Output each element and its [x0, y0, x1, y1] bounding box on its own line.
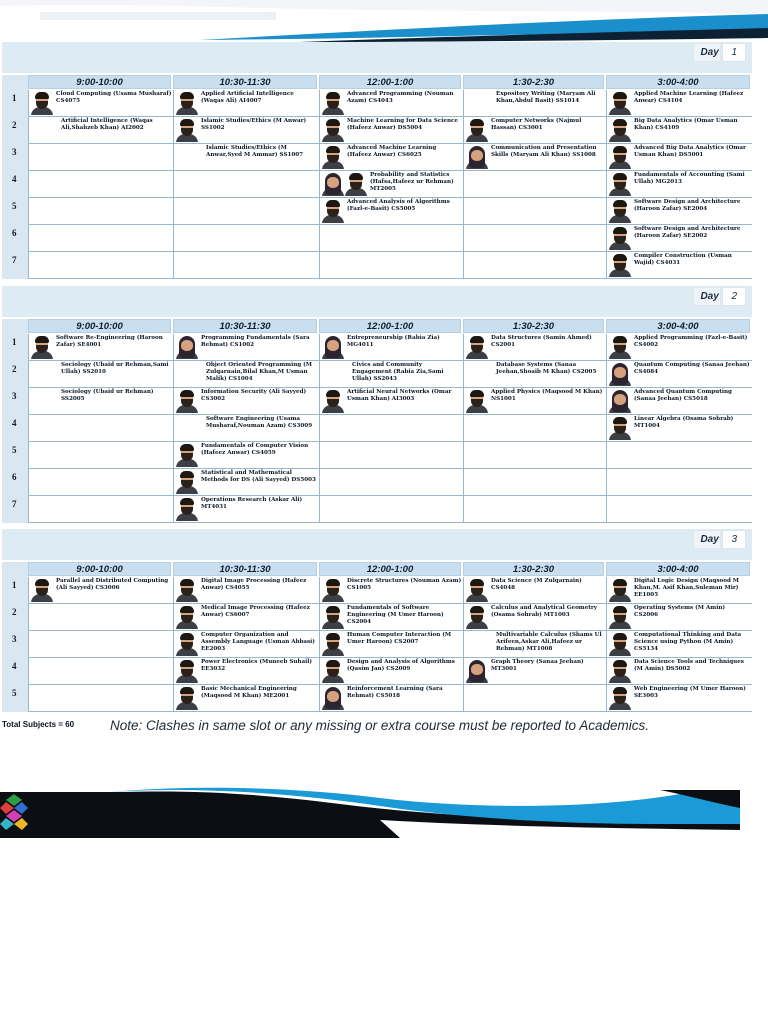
room-number: 3 [2, 631, 28, 658]
course-title: Artificial Intelligence (Waqas Ali,Shahzeb Khan) AI2002 [61, 118, 153, 131]
course-cell [173, 252, 319, 279]
course-title: Sociology (Ubaid ur Rehman,Sami Ullah) SS2010 [61, 362, 169, 375]
course-cell [173, 144, 319, 171]
course-cell [463, 117, 606, 144]
instructor-photo [176, 605, 198, 629]
room-number: 7 [2, 496, 28, 523]
course-cell [28, 469, 173, 496]
course-cell [319, 361, 463, 388]
timetable-row [2, 658, 752, 685]
course-title: Fundamentals of Software Engineering (M Umer Haroon) CS2004 [347, 605, 444, 625]
course-title: Computer Networks (Najmul Hassan) CS3001 [491, 118, 582, 131]
instructor-photo [322, 659, 344, 683]
instructor-photo [322, 578, 344, 602]
course-cell [173, 415, 319, 442]
course-cell [463, 388, 606, 415]
course-cell [606, 442, 752, 469]
course-cell [319, 252, 463, 279]
course-cell [28, 577, 173, 604]
time-slot-header: 1:30-2:30 [463, 562, 604, 576]
course-cell [606, 252, 752, 279]
time-slot-header-row [2, 319, 752, 334]
instructor-photo [322, 118, 344, 142]
course-title: Multivariable Calculus (Shams Ul Arifeen,Askar Ali,Hafeez ur Rehman) MT1008 [496, 632, 602, 652]
course-cell [606, 117, 752, 144]
time-slot-header-row [2, 75, 752, 90]
course-cell [463, 469, 606, 496]
course-title: Artificial Neural Networks (Omar Usman Khan) AI3003 [347, 389, 452, 402]
course-cell [606, 225, 752, 252]
day-word: Day [693, 43, 721, 62]
course-cell [28, 496, 173, 523]
instructor-photo [322, 91, 344, 115]
room-number: 7 [2, 252, 28, 279]
day-word: Day [693, 530, 721, 549]
time-slot-header: 9:00-10:00 [28, 75, 171, 89]
timetable-row [2, 469, 752, 496]
course-title: Database Systems (Sanaa Jeehan,Shoaib M Khan) CS2005 [496, 362, 597, 375]
course-cell [319, 469, 463, 496]
course-cell [606, 469, 752, 496]
instructor-photo [31, 91, 53, 115]
instructor-photo [176, 659, 198, 683]
course-title: Operating Systems (M Amin) CS2006 [634, 605, 726, 618]
course-title: Advanced Programming (Nouman Azam) CS4043 [347, 91, 454, 104]
room-number: 5 [2, 198, 28, 225]
course-title: Islamic Studies/Ethics (M Anwar,Syed M Ammar) SS1007 [206, 145, 304, 158]
course-title: Medical Image Processing (Hafeez Anwar) CS6007 [201, 605, 310, 618]
timetable-row [2, 334, 752, 361]
course-cell [319, 334, 463, 361]
course-title: Applied Programming (Fazl-e-Basit) CS4002 [634, 335, 748, 348]
time-slot-header: 10:30-11:30 [173, 562, 317, 576]
instructor-photo [322, 686, 344, 710]
course-cell [319, 442, 463, 469]
course-title: Data Science Tools and Techniques (M Amin) DS5002 [634, 659, 744, 672]
course-title: Advanced Machine Learning (Hafeez Anwar) CS6025 [347, 145, 437, 158]
timetable-row [2, 171, 752, 198]
course-cell [463, 144, 606, 171]
course-cell [28, 117, 173, 144]
timetable-row [2, 144, 752, 171]
course-cell [606, 388, 752, 415]
timetable-row [2, 577, 752, 604]
course-title: Computational Thinking and Data Science using Python (M Amin) CS5134 [634, 632, 742, 652]
instructor-photo [322, 389, 344, 413]
course-cell [28, 658, 173, 685]
course-title: Digital Logic Design (Maqsood M Khan,M. Asif Khan,Suleman Mir) EE1005 [634, 578, 739, 598]
course-cell [173, 442, 319, 469]
instructor-photo [609, 362, 631, 386]
day-word: Day [693, 287, 721, 306]
course-cell [173, 171, 319, 198]
timetable-row [2, 415, 752, 442]
room-number: 4 [2, 415, 28, 442]
time-slot-header: 3:00-4:00 [606, 319, 750, 333]
instructor-photo [609, 335, 631, 359]
course-cell [463, 198, 606, 225]
course-cell [463, 252, 606, 279]
course-cell [463, 361, 606, 388]
instructor-photo [176, 470, 198, 494]
instructor-photo [609, 686, 631, 710]
room-number: 1 [2, 334, 28, 361]
course-cell [606, 604, 752, 631]
course-title: Statistical and Mathematical Methods for DS (Ali Sayyed) DS5003 [201, 470, 316, 483]
timetable-row [2, 442, 752, 469]
course-cell [463, 685, 606, 712]
course-cell [606, 685, 752, 712]
course-cell [28, 334, 173, 361]
course-title: Quantum Computing (Sanaa Jeehan) CS4084 [634, 362, 750, 375]
instructor-photo [609, 226, 631, 250]
course-cell [463, 604, 606, 631]
course-cell [173, 388, 319, 415]
instructor-photo [466, 335, 488, 359]
course-title: Big Data Analytics (Omar Usman Khan) CS4109 [634, 118, 738, 131]
instructor-photo [609, 199, 631, 223]
instructor-photo [176, 118, 198, 142]
course-title: Islamic Studies/Ethics (M Anwar) SS1002 [201, 118, 307, 131]
time-slot-header: 9:00-10:00 [28, 562, 171, 576]
course-cell [319, 171, 463, 198]
course-title: Applied Artificial Intelligence (Waqas Ali) AI4007 [201, 91, 294, 104]
course-title: Applied Machine Learning (Hafeez Anwar) CS4104 [634, 91, 744, 104]
course-title: Software Design and Architecture (Haroon Zafar) SE2002 [634, 226, 741, 239]
course-title: Data Structures (Samin Ahmed) CS2001 [491, 335, 592, 348]
course-cell [173, 469, 319, 496]
course-title: Compiler Construction (Usman Wajid) CS4031 [634, 253, 732, 266]
course-cell [463, 658, 606, 685]
instructor-photo [176, 578, 198, 602]
course-cell [606, 90, 752, 117]
course-title: Object Oriented Programming (M Zulqarnain,Bilal Khan,M Usman Malik) CS1004 [206, 362, 312, 382]
instructor-photo [31, 335, 53, 359]
row-gutter [2, 75, 28, 90]
course-cell [319, 198, 463, 225]
course-title: Linear Algebra (Osama Sohrab) MT1004 [634, 416, 734, 429]
instructor-photo [609, 91, 631, 115]
course-title: Digital Image Processing (Hafeez Anwar) CS4055 [201, 578, 307, 591]
course-cell [606, 415, 752, 442]
course-cell [28, 252, 173, 279]
timetable-row [2, 496, 752, 523]
course-cell [319, 388, 463, 415]
instructor-photo [322, 199, 344, 223]
course-title: Human Computer Interaction (M Umer Haroon) CS2007 [347, 632, 452, 645]
course-title: Basic Mechanical Engineering (Maqsood M Khan) ME2001 [201, 686, 297, 699]
timetable-row [2, 198, 752, 225]
course-cell [463, 442, 606, 469]
day-label [693, 530, 746, 549]
course-title: Computer Organization and Assembly Language (Usman Abbasi) EE2003 [201, 632, 315, 652]
instructor-photo [322, 335, 344, 359]
course-title: Reinforcement Learning (Sara Rehmat) CS5018 [347, 686, 443, 699]
room-number: 2 [2, 361, 28, 388]
course-title: Expository Writing (Maryam Ali Khan,Abdul Basit) SS1014 [496, 91, 596, 104]
room-number: 2 [2, 117, 28, 144]
instructor-photo [466, 659, 488, 683]
course-cell [173, 225, 319, 252]
course-cell [28, 361, 173, 388]
instructor-photo [176, 443, 198, 467]
course-title: Applied Physics (Maqsood M Khan) NS1001 [491, 389, 603, 402]
instructor-photo [609, 118, 631, 142]
timetable-row [2, 117, 752, 144]
day-block-2 [2, 286, 752, 523]
room-number: 4 [2, 171, 28, 198]
room-number: 6 [2, 469, 28, 496]
instructor-photo [609, 416, 631, 440]
course-cell [463, 334, 606, 361]
instructor-photo [609, 632, 631, 656]
time-slot-header: 12:00-1:00 [319, 319, 461, 333]
course-cell [319, 496, 463, 523]
course-cell [463, 90, 606, 117]
timetable-row [2, 388, 752, 415]
course-cell [28, 685, 173, 712]
course-cell [463, 577, 606, 604]
course-cell [319, 415, 463, 442]
row-gutter [2, 562, 28, 577]
course-cell [28, 225, 173, 252]
course-cell [28, 604, 173, 631]
day-number: 3 [722, 530, 746, 549]
course-title: Discrete Structures (Nouman Azam) CS1005 [347, 578, 462, 591]
course-cell [173, 604, 319, 631]
course-cell [173, 577, 319, 604]
course-cell [319, 225, 463, 252]
time-slot-header: 12:00-1:00 [319, 75, 461, 89]
instructor-photo [466, 389, 488, 413]
instructor-photo [609, 578, 631, 602]
instructor-photo [345, 172, 367, 196]
time-slot-header: 3:00-4:00 [606, 75, 750, 89]
course-cell [606, 577, 752, 604]
course-cell [463, 171, 606, 198]
day-number: 2 [722, 287, 746, 306]
course-title: Web Engineering (M Umer Haroon) SE3003 [634, 686, 746, 699]
timetable-row [2, 252, 752, 279]
time-slot-header: 3:00-4:00 [606, 562, 750, 576]
course-cell [463, 415, 606, 442]
instructor-photo [322, 605, 344, 629]
time-slot-header: 10:30-11:30 [173, 319, 317, 333]
instructor-photo [176, 335, 198, 359]
instructor-photo [322, 145, 344, 169]
course-cell [173, 361, 319, 388]
course-cell [319, 604, 463, 631]
time-slot-header: 9:00-10:00 [28, 319, 171, 333]
instructor-photo [466, 605, 488, 629]
time-slot-header: 1:30-2:30 [463, 319, 604, 333]
instructor-photo [609, 253, 631, 277]
room-number: 6 [2, 225, 28, 252]
course-cell [606, 658, 752, 685]
course-title: Entrepreneurship (Rabia Zia) MG4011 [347, 335, 440, 348]
time-slot-header: 10:30-11:30 [173, 75, 317, 89]
course-title: Advanced Quantum Computing (Sanaa Jeehan) CS5018 [634, 389, 732, 402]
course-cell [173, 117, 319, 144]
room-number: 3 [2, 388, 28, 415]
time-slot-header: 1:30-2:30 [463, 75, 604, 89]
course-cell [173, 90, 319, 117]
course-title: Communication and Presentation Skills (Maryam Ali Khan) SS1008 [491, 145, 597, 158]
course-cell [463, 496, 606, 523]
course-cell [28, 415, 173, 442]
course-cell [28, 442, 173, 469]
course-cell [319, 685, 463, 712]
room-number: 1 [2, 90, 28, 117]
clash-note: Note: Clashes in same slot or any missing or extra course must be reported to Academics. [110, 718, 649, 733]
room-number: 3 [2, 144, 28, 171]
course-title: Information Security (Ali Sayyed) CS3002 [201, 389, 307, 402]
university-logo [0, 792, 28, 836]
course-cell [463, 631, 606, 658]
course-title: Probability and Statistics (Hafsa,Hafeez ur Rehman) MT2005 [370, 172, 454, 192]
header-banner [0, 0, 768, 44]
timetable-row [2, 604, 752, 631]
instructor-photo [176, 686, 198, 710]
course-cell [173, 658, 319, 685]
instructor-photo [609, 389, 631, 413]
course-cell [463, 225, 606, 252]
course-cell [606, 198, 752, 225]
instructor-photo [176, 91, 198, 115]
instructor-photo [176, 497, 198, 521]
course-cell [606, 171, 752, 198]
day-header-bar [2, 529, 752, 560]
course-title: Machine Learning for Data Science (Hafeez Anwar) DS5004 [347, 118, 458, 131]
course-cell [319, 631, 463, 658]
row-gutter [2, 319, 28, 334]
course-cell [173, 334, 319, 361]
course-cell [28, 171, 173, 198]
course-title: Fundamentals of Computer Vision (Hafeez Anwar) CS4059 [201, 443, 309, 456]
course-cell [173, 496, 319, 523]
instructor-photo [176, 632, 198, 656]
timetable-row [2, 90, 752, 117]
course-title: Software Re-Engineering (Haroon Zafar) SE4001 [56, 335, 163, 348]
course-cell [173, 198, 319, 225]
day-header-bar [2, 42, 752, 73]
course-cell [28, 388, 173, 415]
timetable-row [2, 225, 752, 252]
instructor-photo [322, 172, 344, 196]
course-cell [319, 658, 463, 685]
instructor-photo [609, 605, 631, 629]
course-title: Data Science (M Zulqarnain) CS4048 [491, 578, 582, 591]
day-block-3 [2, 529, 752, 712]
instructor-photo [466, 118, 488, 142]
instructor-photo [176, 389, 198, 413]
course-title: Software Engineering (Usama Musharaf,Nouman Azam) CS3009 [206, 416, 313, 429]
instructor-photo [609, 145, 631, 169]
day-header-bar [2, 286, 752, 317]
course-title: Advanced Big Data Analytics (Omar Usman Khan) DS5001 [634, 145, 746, 158]
course-cell [28, 198, 173, 225]
course-cell [606, 496, 752, 523]
instructor-photo [466, 145, 488, 169]
day-label [693, 43, 746, 62]
course-title: Programming Fundamentals (Sara Rehmat) CS1002 [201, 335, 310, 348]
course-cell [319, 90, 463, 117]
room-number: 1 [2, 577, 28, 604]
day-block-1 [2, 42, 752, 279]
instructor-photo [466, 578, 488, 602]
total-subjects: Total Subjects = 60 [2, 720, 75, 729]
instructor-photo [609, 172, 631, 196]
day-label [693, 287, 746, 306]
course-title: Calculus and Analytical Geometry (Osama Sohrab) MT1003 [491, 605, 598, 618]
timetable-row [2, 361, 752, 388]
course-title: Cloud Computing (Usama Musharaf) CS4075 [56, 91, 172, 104]
course-cell [173, 631, 319, 658]
day-number: 1 [722, 43, 746, 62]
time-slot-header: 12:00-1:00 [319, 562, 461, 576]
course-cell [319, 144, 463, 171]
instructor-photo [31, 578, 53, 602]
course-title: Power Electronics (Muneeb Suhail) EE3032 [201, 659, 313, 672]
room-number: 4 [2, 658, 28, 685]
room-number: 5 [2, 685, 28, 712]
course-cell [28, 144, 173, 171]
course-cell [319, 577, 463, 604]
course-title: Advanced Analysis of Algorithms (Fazl-e-Basit) CS5005 [347, 199, 450, 212]
course-cell [319, 117, 463, 144]
course-cell [173, 685, 319, 712]
timetable-row [2, 631, 752, 658]
time-slot-header-row [2, 562, 752, 577]
timetable-row [2, 685, 752, 712]
room-number: 2 [2, 604, 28, 631]
course-title: Graph Theory (Sanaa Jeehan) MT3001 [491, 659, 584, 672]
room-number: 5 [2, 442, 28, 469]
course-cell [606, 361, 752, 388]
course-title: Fundamentals of Accounting (Sami Ullah) MG2013 [634, 172, 745, 185]
course-title: Parallel and Distributed Computing (Ali Sayyed) CS3006 [56, 578, 169, 591]
footer-banner [0, 780, 768, 842]
instructor-photo [609, 659, 631, 683]
course-title: Sociology (Ubaid ur Rehman) SS2005 [61, 389, 154, 402]
course-title: Civics and Community Engagement (Rabia Zia,Sami Ullah) SS2043 [352, 362, 444, 382]
course-cell [606, 334, 752, 361]
course-cell [606, 631, 752, 658]
course-cell [28, 90, 173, 117]
course-cell [28, 631, 173, 658]
course-cell [606, 144, 752, 171]
course-title: Design and Analysis of Algorithms (Qasim Jan) CS2009 [347, 659, 455, 672]
instructor-photo [322, 632, 344, 656]
course-title: Operations Research (Askar Ali) MT4031 [201, 497, 303, 510]
course-title: Software Design and Architecture (Haroon Zafar) SE2004 [634, 199, 741, 212]
